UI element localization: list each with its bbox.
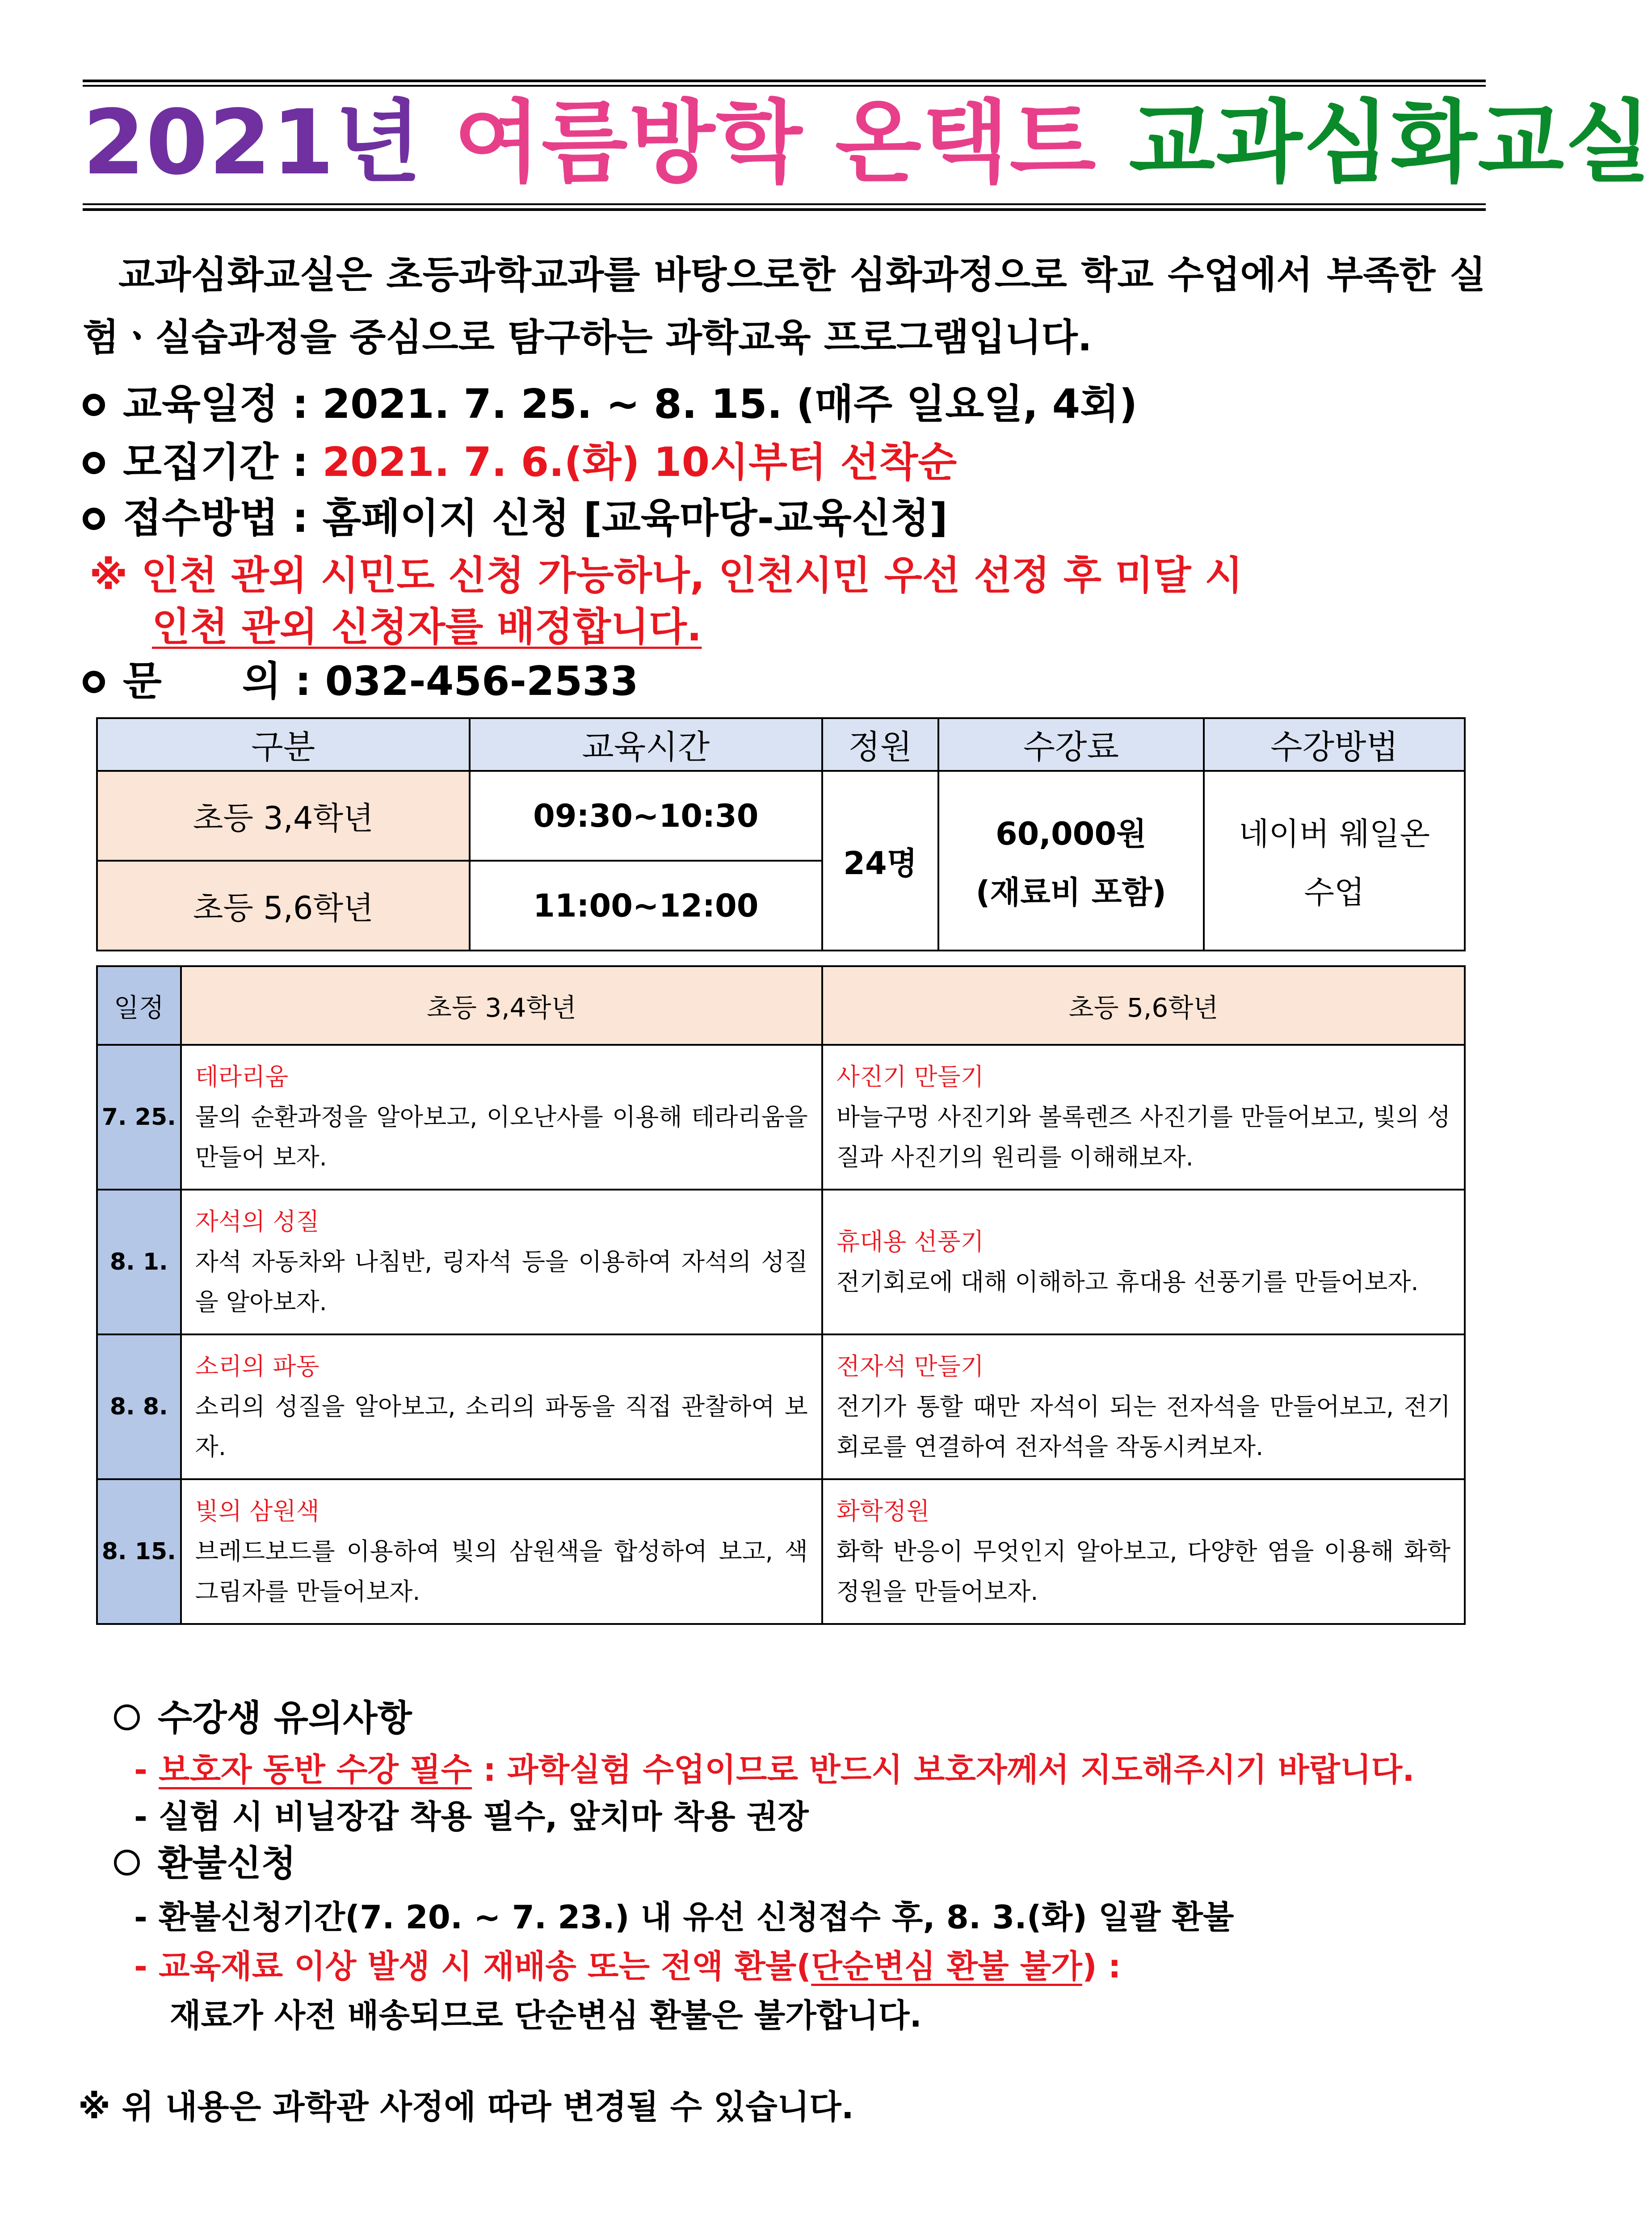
program-cell <box>822 1479 1465 1624</box>
program-title: 전자석 만들기 <box>836 1352 984 1380</box>
program-title: 자석의 성질 <box>195 1207 319 1236</box>
capacity-cell: 24명 <box>822 771 938 951</box>
program-title: 화학정원 <box>836 1497 930 1525</box>
program-desc: 전기가 통할 때만 자석이 되는 전자석을 만들어보고, 전기회로를 연결하여 전자석을 작동시켜보자. <box>836 1392 1450 1461</box>
circle-bullet-icon <box>114 1850 140 1876</box>
table-row <box>97 771 1465 861</box>
program-title: 소리의 파동 <box>195 1352 319 1380</box>
program-cell <box>822 1190 1465 1334</box>
program-cell <box>181 1334 822 1479</box>
header-date: 일정 <box>97 966 181 1045</box>
title-rule-top-thin <box>83 85 1486 87</box>
header-grade-34: 초등 3,4학년 <box>181 966 822 1045</box>
table-header-row <box>97 966 1465 1045</box>
caution-heading: 수강생 유의사항 <box>114 1694 412 1743</box>
program-desc: 자석 자동차와 나침반, 링자석 등을 이용하여 자석의 성질을 알아보자. <box>195 1248 808 1316</box>
table-row <box>97 1045 1465 1190</box>
title-rule-bottom-thin <box>83 203 1486 205</box>
program-title: 사진기 만들기 <box>836 1063 984 1091</box>
program-title: 빛의 삼원색 <box>195 1497 319 1525</box>
refund-line-1: - 환불신청기간(7. 20. ~ 7. 23.) 내 유선 신청접수 후, 8. 3.(화) 일괄 환불 <box>134 1898 1234 1936</box>
footer-note: ※ 위 내용은 과학관 사정에 따라 변경될 수 있습니다. <box>78 2088 854 2126</box>
circle-bullet-icon <box>114 1704 140 1730</box>
table-row <box>97 1479 1465 1624</box>
header-grade-56: 초등 5,6학년 <box>822 966 1465 1045</box>
table-row <box>97 1334 1465 1479</box>
grade-cell: 초등 3,4학년 <box>97 771 470 861</box>
refund-line-3: 재료가 사전 배송되므로 단순변심 환불은 불가합니다. <box>170 1997 922 2034</box>
schedule-value: 2021. 7. 25. ~ 8. 15. (매주 일요일, 4회) <box>322 381 1138 428</box>
table-row <box>97 1190 1465 1334</box>
caution-line-1: - 보호자 동반 수강 필수 : 과학실험 수업이므로 반드시 보호자께서 지도해주시기 바랍니다. <box>134 1751 1415 1788</box>
time-cell: 11:00~12:00 <box>470 861 822 951</box>
title-rule-bottom <box>83 208 1486 211</box>
header-category: 구분 <box>97 718 470 771</box>
date-cell: 8. 8. <box>97 1334 181 1479</box>
time-cell: 09:30~10:30 <box>470 771 822 861</box>
grade-cell: 초등 5,6학년 <box>97 861 470 951</box>
date-cell: 8. 1. <box>97 1190 181 1334</box>
info-method: 접수방법 : 홈페이지 신청 [교육마당-교육신청] <box>83 492 948 545</box>
fee-cell: 60,000원 (재료비 포함) <box>938 771 1204 951</box>
page-title <box>83 89 1652 197</box>
table-header-row <box>97 718 1465 771</box>
program-desc: 소리의 성질을 알아보고, 소리의 파동을 직접 관찰하여 보자. <box>195 1392 808 1461</box>
refund-heading: 환불신청 <box>114 1839 296 1888</box>
method-cell: 네이버 웨일온 수업 <box>1204 771 1465 951</box>
curriculum-table <box>96 965 1466 1625</box>
program-cell <box>181 1190 822 1334</box>
method-value: 홈페이지 신청 [교육마당-교육신청] <box>322 495 948 542</box>
info-recruit: 모집기간 : 2021. 7. 6.(화) 10시부터 선착순 <box>83 436 957 489</box>
info-schedule: 교육일정 : 2021. 7. 25. ~ 8. 15. (매주 일요일, 4회) <box>83 378 1137 431</box>
program-title: 테라리움 <box>195 1063 289 1091</box>
notice-line-2: 인천 관외 신청자를 배정합니다. <box>152 604 702 650</box>
header-time: 교육시간 <box>470 718 822 771</box>
title-class-name: 교과심화교실 <box>1129 91 1652 195</box>
program-cell <box>181 1045 822 1190</box>
class-info-table <box>96 717 1466 951</box>
refund-line-2: - 교육재료 이상 발생 시 재배송 또는 전액 환불(단순변심 환불 불가) : <box>134 1948 1121 1985</box>
date-cell: 7. 25. <box>97 1045 181 1190</box>
bullet-circle-icon <box>83 452 105 474</box>
header-capacity: 정원 <box>822 718 938 771</box>
program-desc: 브레드보드를 이용하여 빛의 삼원색을 합성하여 보고, 색그림자를 만들어보자. <box>195 1537 808 1606</box>
title-year: 2021년 <box>83 91 422 195</box>
program-cell <box>181 1479 822 1624</box>
header-fee: 수강료 <box>938 718 1204 771</box>
caution-line-2: - 실험 시 비닐장갑 착용 필수, 앞치마 착용 권장 <box>134 1798 809 1835</box>
title-summer-ontact: 여름방학 온택트 <box>454 91 1097 195</box>
program-cell <box>822 1334 1465 1479</box>
program-title: 휴대용 선풍기 <box>836 1228 984 1256</box>
header-method: 수강방법 <box>1204 718 1465 771</box>
program-cell <box>822 1045 1465 1190</box>
intro-paragraph: 교과심화교실은 초등과학교과를 바탕으로한 심화과정으로 학교 수업에서 부족한 실험ㆍ실습과정을 중심으로 탐구하는 과학교육 프로그램입니다. <box>83 253 1486 359</box>
bullet-circle-icon <box>83 671 105 693</box>
date-cell: 8. 15. <box>97 1479 181 1624</box>
title-rule-top <box>83 80 1486 82</box>
program-desc: 전기회로에 대해 이해하고 휴대용 선풍기를 만들어보자. <box>836 1268 1419 1296</box>
bullet-circle-icon <box>83 508 105 530</box>
program-desc: 물의 순환과정을 알아보고, 이오난사를 이용해 테라리움을 만들어 보자. <box>195 1103 808 1171</box>
contact-value: 032-456-2533 <box>325 658 639 705</box>
bullet-circle-icon <box>83 394 105 416</box>
notice-line-1: ※ 인천 관외 시민도 신청 가능하나, 인천시민 우선 선정 후 미달 시 <box>89 552 1243 598</box>
recruit-value: 2021. 7. 6.(화) 10시부터 선착순 <box>322 439 957 486</box>
info-contact: 문 의 : 032-456-2533 <box>83 655 638 708</box>
program-desc: 화학 반응이 무엇인지 알아보고, 다양한 염을 이용해 화학 정원을 만들어보자. <box>836 1537 1450 1606</box>
program-desc: 바늘구멍 사진기와 볼록렌즈 사진기를 만들어보고, 빛의 성질과 사진기의 원리를 이해해보자. <box>836 1103 1450 1171</box>
